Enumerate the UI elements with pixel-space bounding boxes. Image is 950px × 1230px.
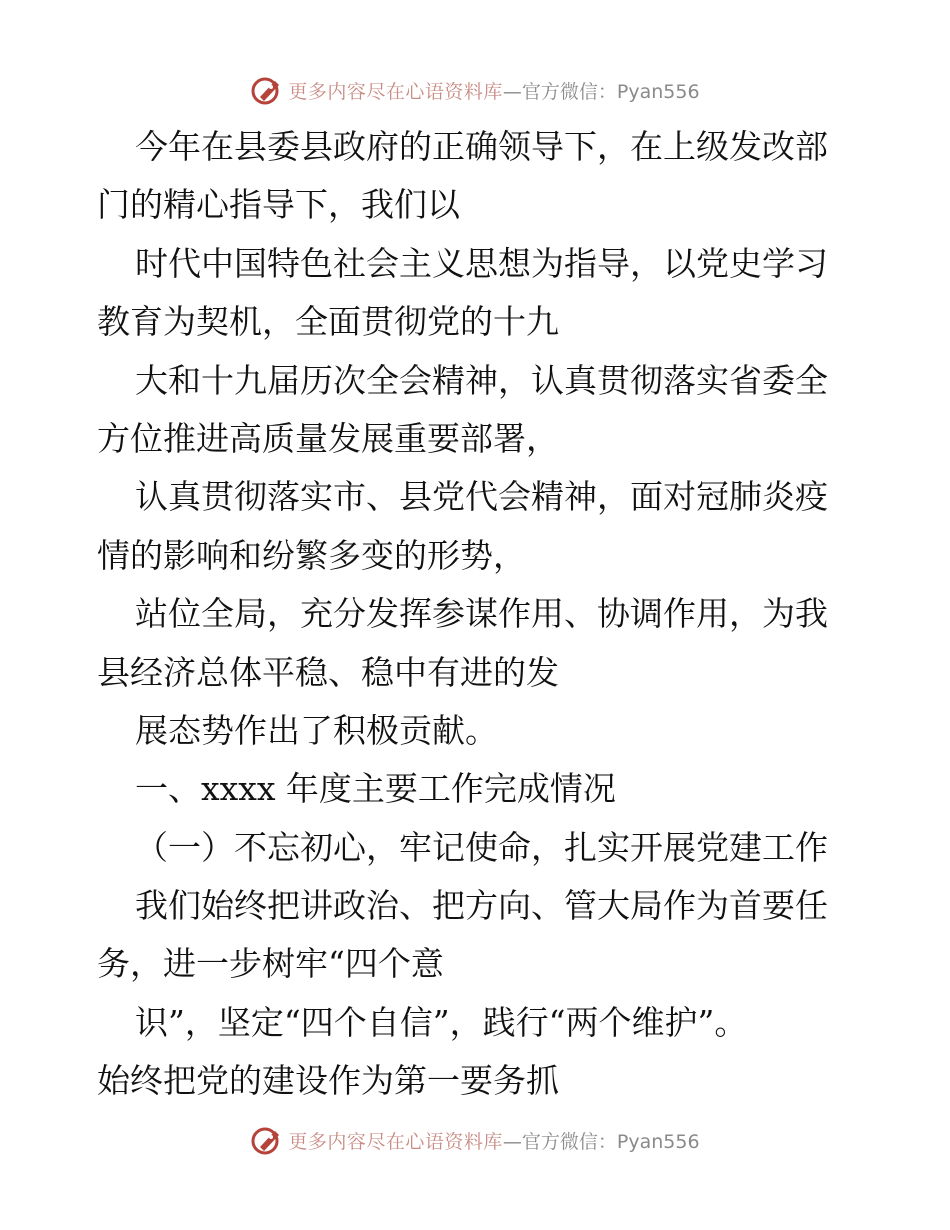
text-line: 识”，坚定“四个自信”，践行“两个维护”。 (135, 1002, 748, 1042)
document-body (97, 118, 857, 1111)
text-line: 时代中国特色社会主义思想为指导，以党史学习 (135, 243, 828, 283)
watermark-suffix: —官方微信：Pyan556 (502, 1130, 700, 1153)
subsection-heading: （一）不忘初心，牢记使命，扎实开展党建工作 (135, 827, 828, 867)
text-line: 大和十九届历次全会精神，认真贯彻落实省委全 (135, 360, 828, 400)
watermark-text: 更多内容尽在心语资料库 (288, 1130, 503, 1153)
pen-nib-logo-icon (250, 73, 284, 107)
text-line: 认真贯彻落实市、县党代会精神，面对冠肺炎疫 (135, 477, 828, 517)
section-heading: 一、xxxx 年度主要工作完成情况 (135, 769, 616, 809)
text-line: 情的影响和纷繁多变的形势， (97, 535, 526, 575)
text-line: 教育为契机，全面贯彻党的十九 (97, 302, 559, 342)
text-line: 门的精心指导下，我们以 (97, 185, 460, 225)
text-line: 县经济总体平稳、稳中有进的发 (97, 652, 559, 692)
text-line: 方位推进高质量发展重要部署， (97, 418, 559, 458)
text-line: 我们始终把讲政治、把方向、管大局作为首要任 (135, 886, 828, 926)
text-line: 今年在县委县政府的正确领导下，在上级发改部 (135, 127, 828, 166)
pen-nib-logo-icon (250, 1123, 284, 1157)
watermark-footer (0, 1120, 950, 1160)
text-line: 站位全局，充分发挥参谋作用、协调作用，为我 (135, 594, 828, 634)
watermark-text: 更多内容尽在心语资料库 (288, 80, 503, 103)
text-line: 展态势作出了积极贡献。 (135, 710, 498, 750)
watermark-header (0, 70, 950, 110)
watermark-suffix: —官方微信：Pyan556 (502, 80, 700, 103)
text-line: 始终把党的建设作为第一要务抓 (97, 1061, 559, 1101)
text-line: 务，进一步树牢“四个意 (97, 944, 444, 984)
